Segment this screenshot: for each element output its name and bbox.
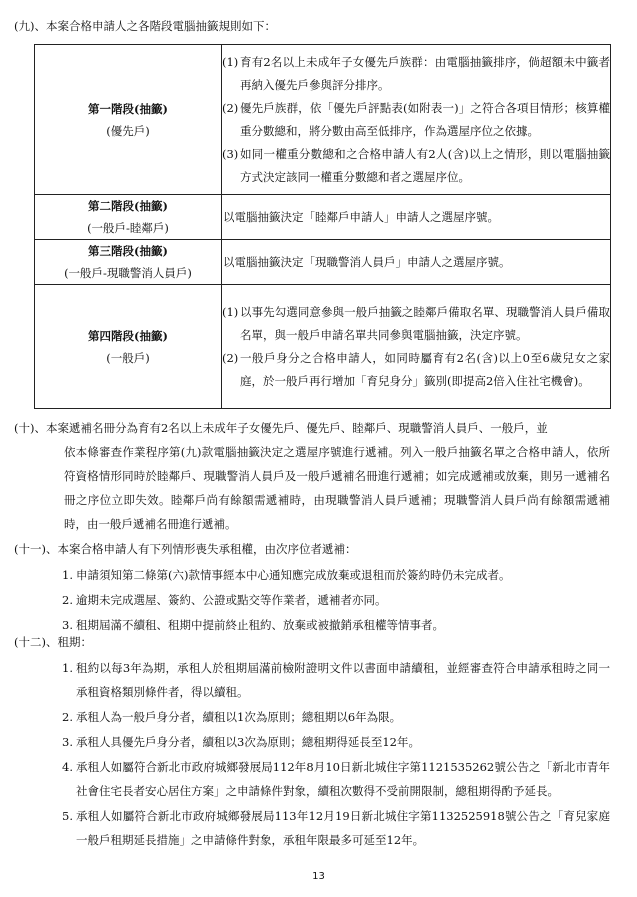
stage-title: 第三階段(抽籤)	[88, 244, 168, 258]
section-12-list	[62, 656, 610, 853]
rule-item	[222, 347, 610, 393]
lottery-rules-table	[34, 44, 611, 409]
section-9-heading: (九)、本案合格申請人之各階段電腦抽籤規則如下：	[14, 19, 276, 33]
stage-cell	[35, 45, 222, 195]
list-item-number: 1.	[62, 661, 73, 675]
rule-number: (3)	[222, 146, 239, 161]
rule-cell	[222, 240, 611, 285]
rule-number: (2)	[222, 350, 239, 365]
rule-cell	[222, 195, 611, 240]
list-item-number: 5.	[62, 809, 73, 823]
list-item-text: 申請須知第二條第(六)款情事經本中心通知應完成放棄或退租而於簽約時仍未完成者。	[76, 568, 511, 582]
table-row	[35, 45, 611, 195]
list-item-text: 承租人如屬符合新北市政府城鄉發展局112年8月10日新北城住字第1121535262號公告之「新北市青年社會住宅長者安心居住方案」之申請條件對象，續租次數得不受前開限制，總租期得酌予延長。	[76, 760, 610, 798]
rule-text: 如同一權重分數總和之合格申請人有2人(含)以上之情形，則以電腦抽籤方式決定該同一權重分數總和者之選屋序位。	[240, 146, 610, 184]
section-11-heading: (十一)、本案合格申請人有下列情形喪失承租權，由次序位者遞補：	[14, 542, 357, 556]
list-item-number: 3.	[62, 618, 73, 632]
stage-cell	[35, 240, 222, 285]
table-row	[35, 285, 611, 409]
list-item	[62, 730, 610, 754]
list-item-number: 2.	[62, 710, 73, 724]
list-item-text: 租約以每3年為期，承租人於租期屆滿前檢附證明文件以書面申請續租，並經審查符合申請承租時之同一承租資格類別條件者，得以續租。	[76, 661, 610, 699]
list-item-number: 2.	[62, 593, 73, 607]
stage-cell	[35, 285, 222, 409]
list-item	[62, 804, 610, 852]
stage-title: 第四階段(抽籤)	[88, 328, 168, 343]
list-item	[62, 656, 610, 704]
rule-text: 育有2名以上未成年子女優先戶族群：由電腦抽籤排序，倘超額未中籤者再納入優先戶參與評分排序。	[240, 54, 610, 92]
rule-text: 一般戶身分之合格申請人，如同時屬育有2名(含)以上0至6歲兒女之家庭，於一般戶再行增加「育兒身分」籤別(即提高2倍入住社宅機會)。	[240, 350, 610, 388]
list-item-number: 3.	[62, 735, 73, 749]
stage-title: 第二階段(抽籤)	[88, 199, 168, 213]
list-item-text: 承租人為一般戶身分者，續租以1次為原則；總租期以6年為限。	[76, 710, 402, 724]
list-item-number: 1.	[62, 568, 73, 582]
stage-subtitle: (一般戶-睦鄰戶)	[87, 221, 169, 235]
section-10-body: 依本條審查作業程序第(九)款電腦抽籤決定之選屋序號進行遞補。列入一般戶抽籤名單之合格申請人，依所符資格情形同時於睦鄰戶、現職警消人員戶及一般戶遞補名冊進行遞補；如完成遞補或放棄，則另一遞補名冊之序位立即失效。睦鄰戶尚有餘額需遞補時，由現職警消人員戶遞補；現職警消人員戶尚有餘額需遞補時，由一般戶遞補名冊進行遞補。	[64, 445, 610, 531]
list-item-text: 逾期未完成選屋、簽約、公證或點交等作業者，遞補者亦同。	[76, 593, 387, 607]
list-item-text: 承租人如屬符合新北市政府城鄉發展局113年12月19日新北城住字第1132525918號公告之「育兒家庭一般戶租期延長措施」之申請條件對象，承租年限最多可延至12年。	[76, 809, 610, 847]
rule-cell	[222, 45, 611, 195]
rule-text: 以電腦抽籤決定「睦鄰戶申請人」申請人之選屋序號。	[223, 209, 499, 224]
rule-text: 優先戶族群，依「優先戶評點表(如附表一)」之符合各項目情形；核算權重分數總和，將分數由高至低排序，作為選屋序位之依據。	[240, 100, 610, 138]
stage-subtitle: (一般戶-現職警消人員戶)	[64, 266, 192, 280]
list-item	[62, 755, 610, 803]
rule-item	[222, 51, 610, 97]
rule-item	[222, 301, 610, 347]
rule-number: (2)	[222, 100, 239, 115]
rule-item	[222, 97, 610, 143]
stage-cell	[35, 195, 222, 240]
rule-number: (1)	[222, 54, 239, 69]
section-11-list	[62, 563, 610, 638]
rule-cell	[222, 285, 611, 409]
page-number: 13	[312, 871, 325, 882]
list-item	[62, 563, 610, 587]
section-12-heading: (十二)、租期：	[14, 635, 92, 649]
section-10-heading: (十)、本案遞補名冊分為育有2名以上未成年子女優先戶、優先戶、睦鄰戶、現職警消人員戶、一般戶，並	[14, 421, 548, 435]
stage-subtitle: (優先戶)	[106, 123, 150, 138]
rule-text: 以事先勾選同意參與一般戶抽籤之睦鄰戶備取名單、現職警消人員戶備取名單，與一般戶申請名單共同參與電腦抽籤，決定序號。	[240, 304, 610, 342]
rule-text: 以電腦抽籤決定「現職警消人員戶」申請人之選屋序號。	[223, 254, 511, 269]
table-row	[35, 195, 611, 240]
list-item-text: 租期屆滿不續租、租期中提前終止租約、放棄或被撤銷承租權等情事者。	[76, 618, 444, 632]
rule-item	[222, 143, 610, 189]
list-item-text: 承租人具優先戶身分者，續租以3次為原則；總租期得延長至12年。	[76, 735, 420, 749]
list-item-number: 4.	[62, 760, 73, 774]
rule-number: (1)	[222, 304, 239, 319]
list-item	[62, 705, 610, 729]
list-item	[62, 613, 610, 637]
list-item	[62, 588, 610, 612]
stage-title: 第一階段(抽籤)	[88, 101, 168, 116]
table-row	[35, 240, 611, 285]
stage-subtitle: (一般戶)	[106, 350, 150, 365]
